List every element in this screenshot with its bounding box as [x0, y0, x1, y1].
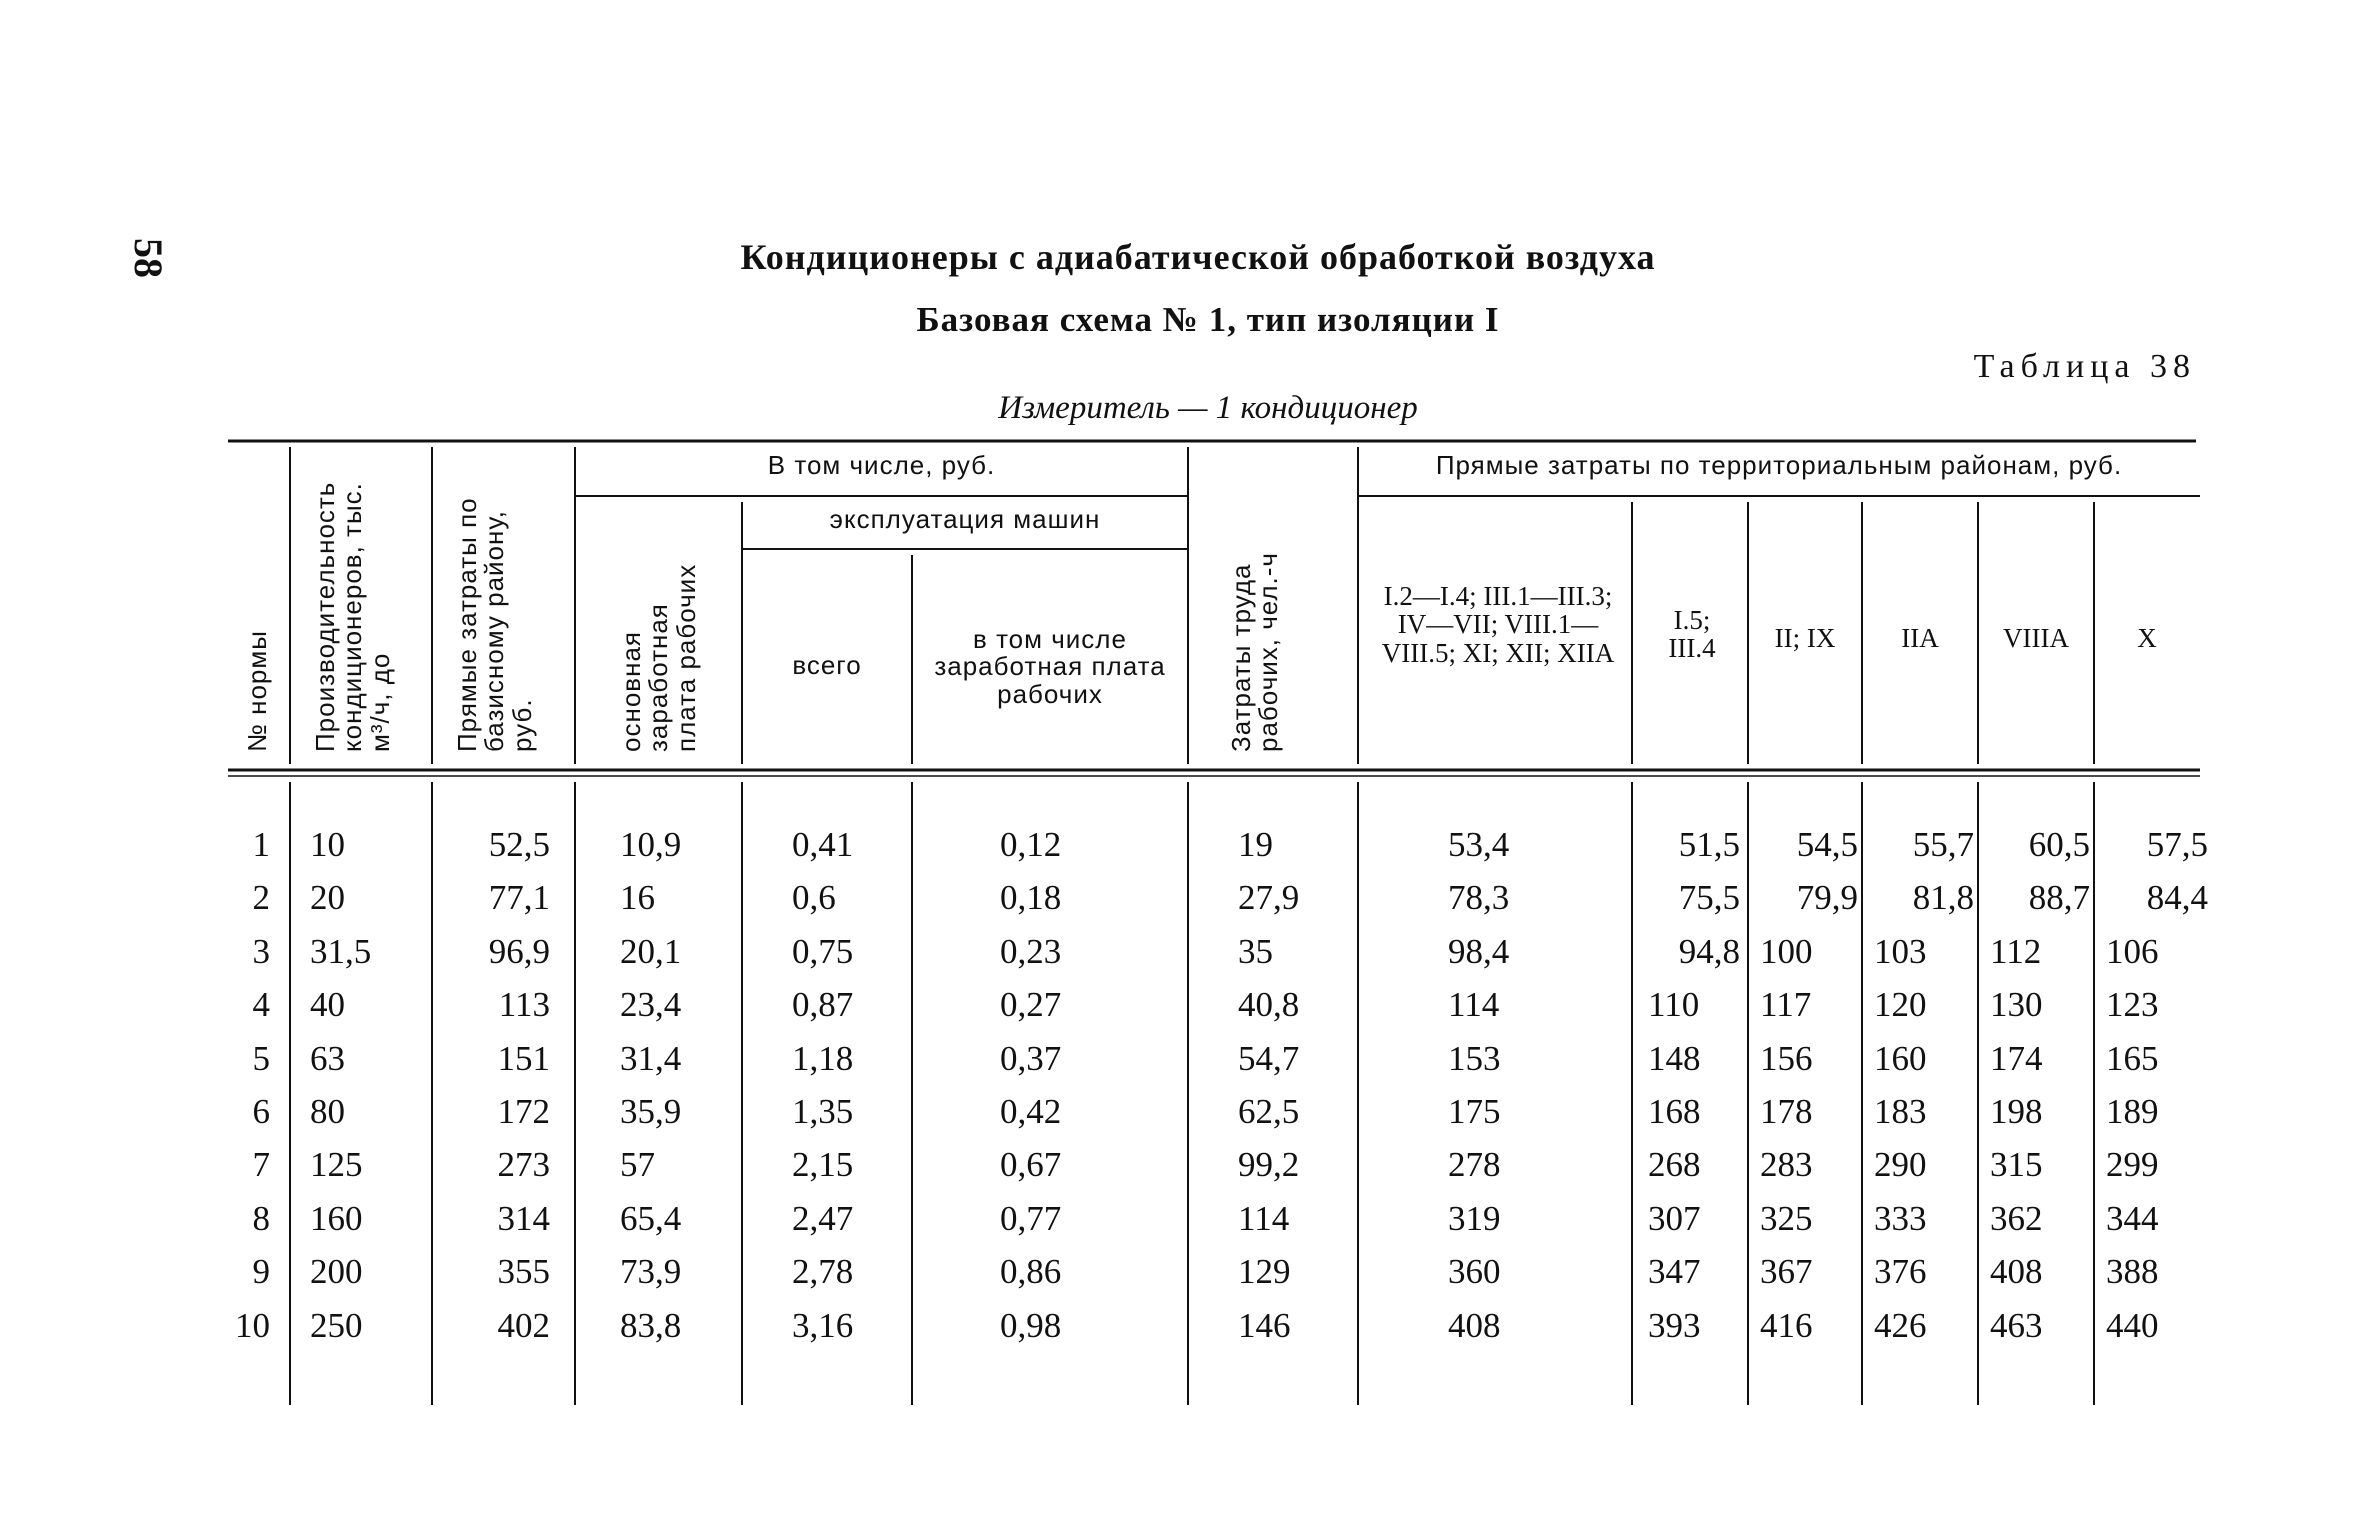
table-cell: 54,5 — [1796, 825, 1858, 864]
table-cell: 114 — [1238, 1198, 1290, 1238]
table-cell: 73,9 — [620, 1252, 682, 1292]
table-cell: 10,9 — [620, 825, 682, 864]
table-cell: 78,3 — [1448, 878, 1510, 918]
table-cell: 283 — [1760, 1145, 1813, 1185]
norm-number-cell: 1 — [252, 825, 270, 864]
table-cell: 84,4 — [2146, 878, 2208, 918]
table-cell: 315 — [1990, 1145, 2043, 1185]
table-cell: 3,16 — [792, 1305, 854, 1345]
table-cell: 0,77 — [1000, 1198, 1062, 1238]
table-cell: 426 — [1874, 1305, 1927, 1345]
table-cell: 75,5 — [1678, 878, 1740, 918]
table-cell: 175 — [1448, 1092, 1501, 1131]
table-cell: 96,9 — [488, 931, 550, 971]
table-cell: 0,42 — [1000, 1092, 1062, 1131]
header-total: всего — [792, 650, 862, 680]
table-cell: 2,78 — [792, 1252, 854, 1292]
table-cell: 168 — [1648, 1092, 1701, 1131]
table-cell: 408 — [1990, 1252, 2043, 1292]
table-cell: 250 — [310, 1305, 363, 1345]
table-cell: 408 — [1448, 1305, 1501, 1345]
norm-number-cell: 8 — [252, 1198, 270, 1238]
table-cell: 52,5 — [488, 825, 550, 864]
table-cell: 20,1 — [620, 931, 682, 971]
norm-number-cell: 6 — [252, 1092, 270, 1131]
table-cell: 463 — [1990, 1305, 2043, 1345]
header-territorial: Прямые затраты по территориальным районам, руб. — [1435, 450, 2123, 480]
table-cell: 0,6 — [792, 878, 836, 918]
table-cell: 120 — [1874, 985, 1927, 1025]
table-cell: 55,7 — [1912, 825, 1974, 864]
table-cell: 65,4 — [620, 1198, 682, 1238]
table-cell: 117 — [1760, 985, 1812, 1025]
table-cell: 160 — [310, 1198, 363, 1238]
table-cell: 0,23 — [1000, 931, 1062, 971]
table-cell: 31,4 — [620, 1038, 682, 1078]
table-cell: 114 — [1448, 985, 1500, 1025]
table-cell: 63 — [310, 1038, 345, 1078]
table-cell: 20 — [310, 878, 345, 918]
table-cell: 393 — [1648, 1305, 1701, 1345]
table-cell: 94,8 — [1678, 931, 1740, 971]
norm-number-cell: 5 — [252, 1038, 270, 1078]
header-norm-no: № нормы — [242, 630, 272, 752]
table-cell: 290 — [1874, 1145, 1927, 1185]
header-region-2: I.5; III.4 — [1668, 605, 1716, 664]
header-base-wage: основная заработная плата рабочих — [616, 563, 701, 752]
table-cell: 62,5 — [1238, 1092, 1300, 1131]
table-cell: 0,18 — [1000, 878, 1062, 918]
table-cell: 57 — [620, 1145, 655, 1185]
table-cell: 440 — [2106, 1305, 2159, 1345]
table-cell: 103 — [1874, 931, 1927, 971]
table-cell: 10 — [310, 825, 345, 864]
table-cell: 278 — [1448, 1145, 1501, 1185]
measure-unit: Измеритель — 1 кондиционер — [998, 390, 1418, 426]
table-cell: 53,4 — [1448, 825, 1510, 864]
table-cell: 81,8 — [1912, 878, 1974, 918]
table-cell: 189 — [2106, 1092, 2159, 1131]
header-region-4: IIA — [1901, 623, 1939, 653]
table-cell: 123 — [2106, 985, 2159, 1025]
header-region-6: X — [2137, 623, 2157, 653]
table-cell: 77,1 — [488, 878, 550, 918]
table-cell: 2,47 — [792, 1198, 854, 1238]
table-cell: 54,7 — [1238, 1038, 1300, 1078]
table-cell: 156 — [1760, 1038, 1813, 1078]
table-cell: 125 — [310, 1145, 363, 1185]
table-cell: 416 — [1760, 1305, 1813, 1345]
table-cell: 325 — [1760, 1198, 1813, 1238]
table-cell: 307 — [1648, 1198, 1701, 1238]
table-cell: 98,4 — [1448, 931, 1510, 971]
header-region-3: II; IX — [1774, 623, 1836, 653]
table-cell: 402 — [497, 1305, 550, 1345]
table-cell: 23,4 — [620, 985, 682, 1025]
table-cell: 0,67 — [1000, 1145, 1062, 1185]
table-cell: 1,18 — [792, 1038, 854, 1078]
header-direct-costs: Прямые затраты по базисному району, руб. — [452, 497, 537, 752]
table-cell: 0,12 — [1000, 825, 1062, 864]
page-title: Кондиционеры с адиабатической обработкой воздуха — [740, 237, 1656, 277]
table-cell: 0,75 — [792, 931, 854, 971]
page-subtitle: Базовая схема № 1, тип изоляции I — [916, 300, 1500, 339]
table-cell: 40 — [310, 985, 345, 1025]
table-cell: 2,15 — [792, 1145, 854, 1185]
table-cell: 153 — [1448, 1038, 1501, 1078]
table-cell: 146 — [1238, 1305, 1291, 1345]
table-cell: 0,98 — [1000, 1305, 1062, 1345]
table-cell: 183 — [1874, 1092, 1927, 1131]
table-cell: 198 — [1990, 1092, 2043, 1131]
table-cell: 344 — [2106, 1198, 2159, 1238]
table-cell: 16 — [620, 878, 655, 918]
table-cell: 347 — [1648, 1252, 1701, 1292]
table-cell: 299 — [2106, 1145, 2159, 1185]
table-cell: 27,9 — [1238, 878, 1300, 918]
table-cell: 268 — [1648, 1145, 1701, 1185]
table-cell: 0,37 — [1000, 1038, 1062, 1078]
table-label: Таблица 38 — [1973, 348, 2196, 385]
table-cell: 1,35 — [792, 1092, 854, 1131]
header-machine-operation: эксплуатация машин — [829, 504, 1101, 534]
table-cell: 160 — [1874, 1038, 1927, 1078]
table-cell: 314 — [497, 1198, 550, 1238]
norm-number-cell: 4 — [252, 985, 270, 1025]
table-cell: 112 — [1990, 931, 2042, 971]
table-cell: 0,41 — [792, 825, 854, 864]
table-cell: 174 — [1990, 1038, 2043, 1078]
table-cell: 333 — [1874, 1198, 1927, 1238]
norm-number-cell: 9 — [252, 1252, 270, 1292]
table-cell: 148 — [1648, 1038, 1701, 1078]
table-cell: 113 — [498, 985, 550, 1025]
table-cell: 35,9 — [620, 1092, 682, 1131]
table-cell: 273 — [497, 1145, 550, 1185]
table-cell: 0,27 — [1000, 985, 1062, 1025]
norm-number-cell: 3 — [252, 931, 270, 971]
table-cell: 106 — [2106, 931, 2159, 971]
header-labor: Затраты труда рабочих, чел.-ч — [1226, 552, 1284, 752]
table-cell: 88,7 — [2028, 878, 2090, 918]
table-cell: 0,86 — [1000, 1252, 1062, 1292]
table-cell: 99,2 — [1238, 1145, 1300, 1185]
table-cell: 129 — [1238, 1252, 1291, 1292]
table-cell: 83,8 — [620, 1305, 682, 1345]
table-cell: 319 — [1448, 1198, 1501, 1238]
header-incl-wage: в том числе заработная плата рабочих — [934, 624, 1166, 709]
table-cell: 172 — [497, 1092, 550, 1131]
table-cell: 40,8 — [1238, 985, 1300, 1025]
table-cell: 80 — [310, 1092, 345, 1131]
table-cell: 31,5 — [310, 931, 372, 971]
header-region-1: I.2—I.4; III.1—III.3; IV—VII; VIII.1—VIII.5; XI; XII; XIIA — [1381, 581, 1615, 668]
table-cell: 165 — [2106, 1038, 2159, 1078]
table-cell: 200 — [310, 1252, 363, 1292]
header-including: В том числе, руб. — [767, 450, 996, 480]
table-cell: 79,9 — [1796, 878, 1858, 918]
table-cell: 0,87 — [792, 985, 854, 1025]
table-cell: 388 — [2106, 1252, 2159, 1292]
table-cell: 151 — [497, 1038, 550, 1078]
header-region-5: VIIIA — [2003, 623, 2069, 653]
table-cell: 35 — [1238, 931, 1273, 971]
table-cell: 19 — [1238, 825, 1273, 864]
header-capacity: Производительность кондиционеров, тыс. м³/ч, до — [310, 481, 395, 752]
table-cell: 51,5 — [1678, 825, 1740, 864]
table-cell: 110 — [1648, 985, 1700, 1025]
norm-number-cell: 7 — [252, 1145, 270, 1185]
table-cell: 60,5 — [2028, 825, 2090, 864]
table-cell: 355 — [497, 1252, 550, 1292]
norm-number-cell: 2 — [252, 878, 270, 918]
table-cell: 178 — [1760, 1092, 1813, 1131]
table-cell: 57,5 — [2146, 825, 2208, 864]
table-cell: 376 — [1874, 1252, 1927, 1292]
page-number: 58 — [126, 238, 171, 278]
table-cell: 362 — [1990, 1198, 2043, 1238]
table-cell: 130 — [1990, 985, 2043, 1025]
table-cell: 360 — [1448, 1252, 1501, 1292]
norm-number-cell: 10 — [235, 1305, 270, 1345]
table-cell: 100 — [1760, 931, 1813, 971]
table-cell: 367 — [1760, 1252, 1813, 1292]
